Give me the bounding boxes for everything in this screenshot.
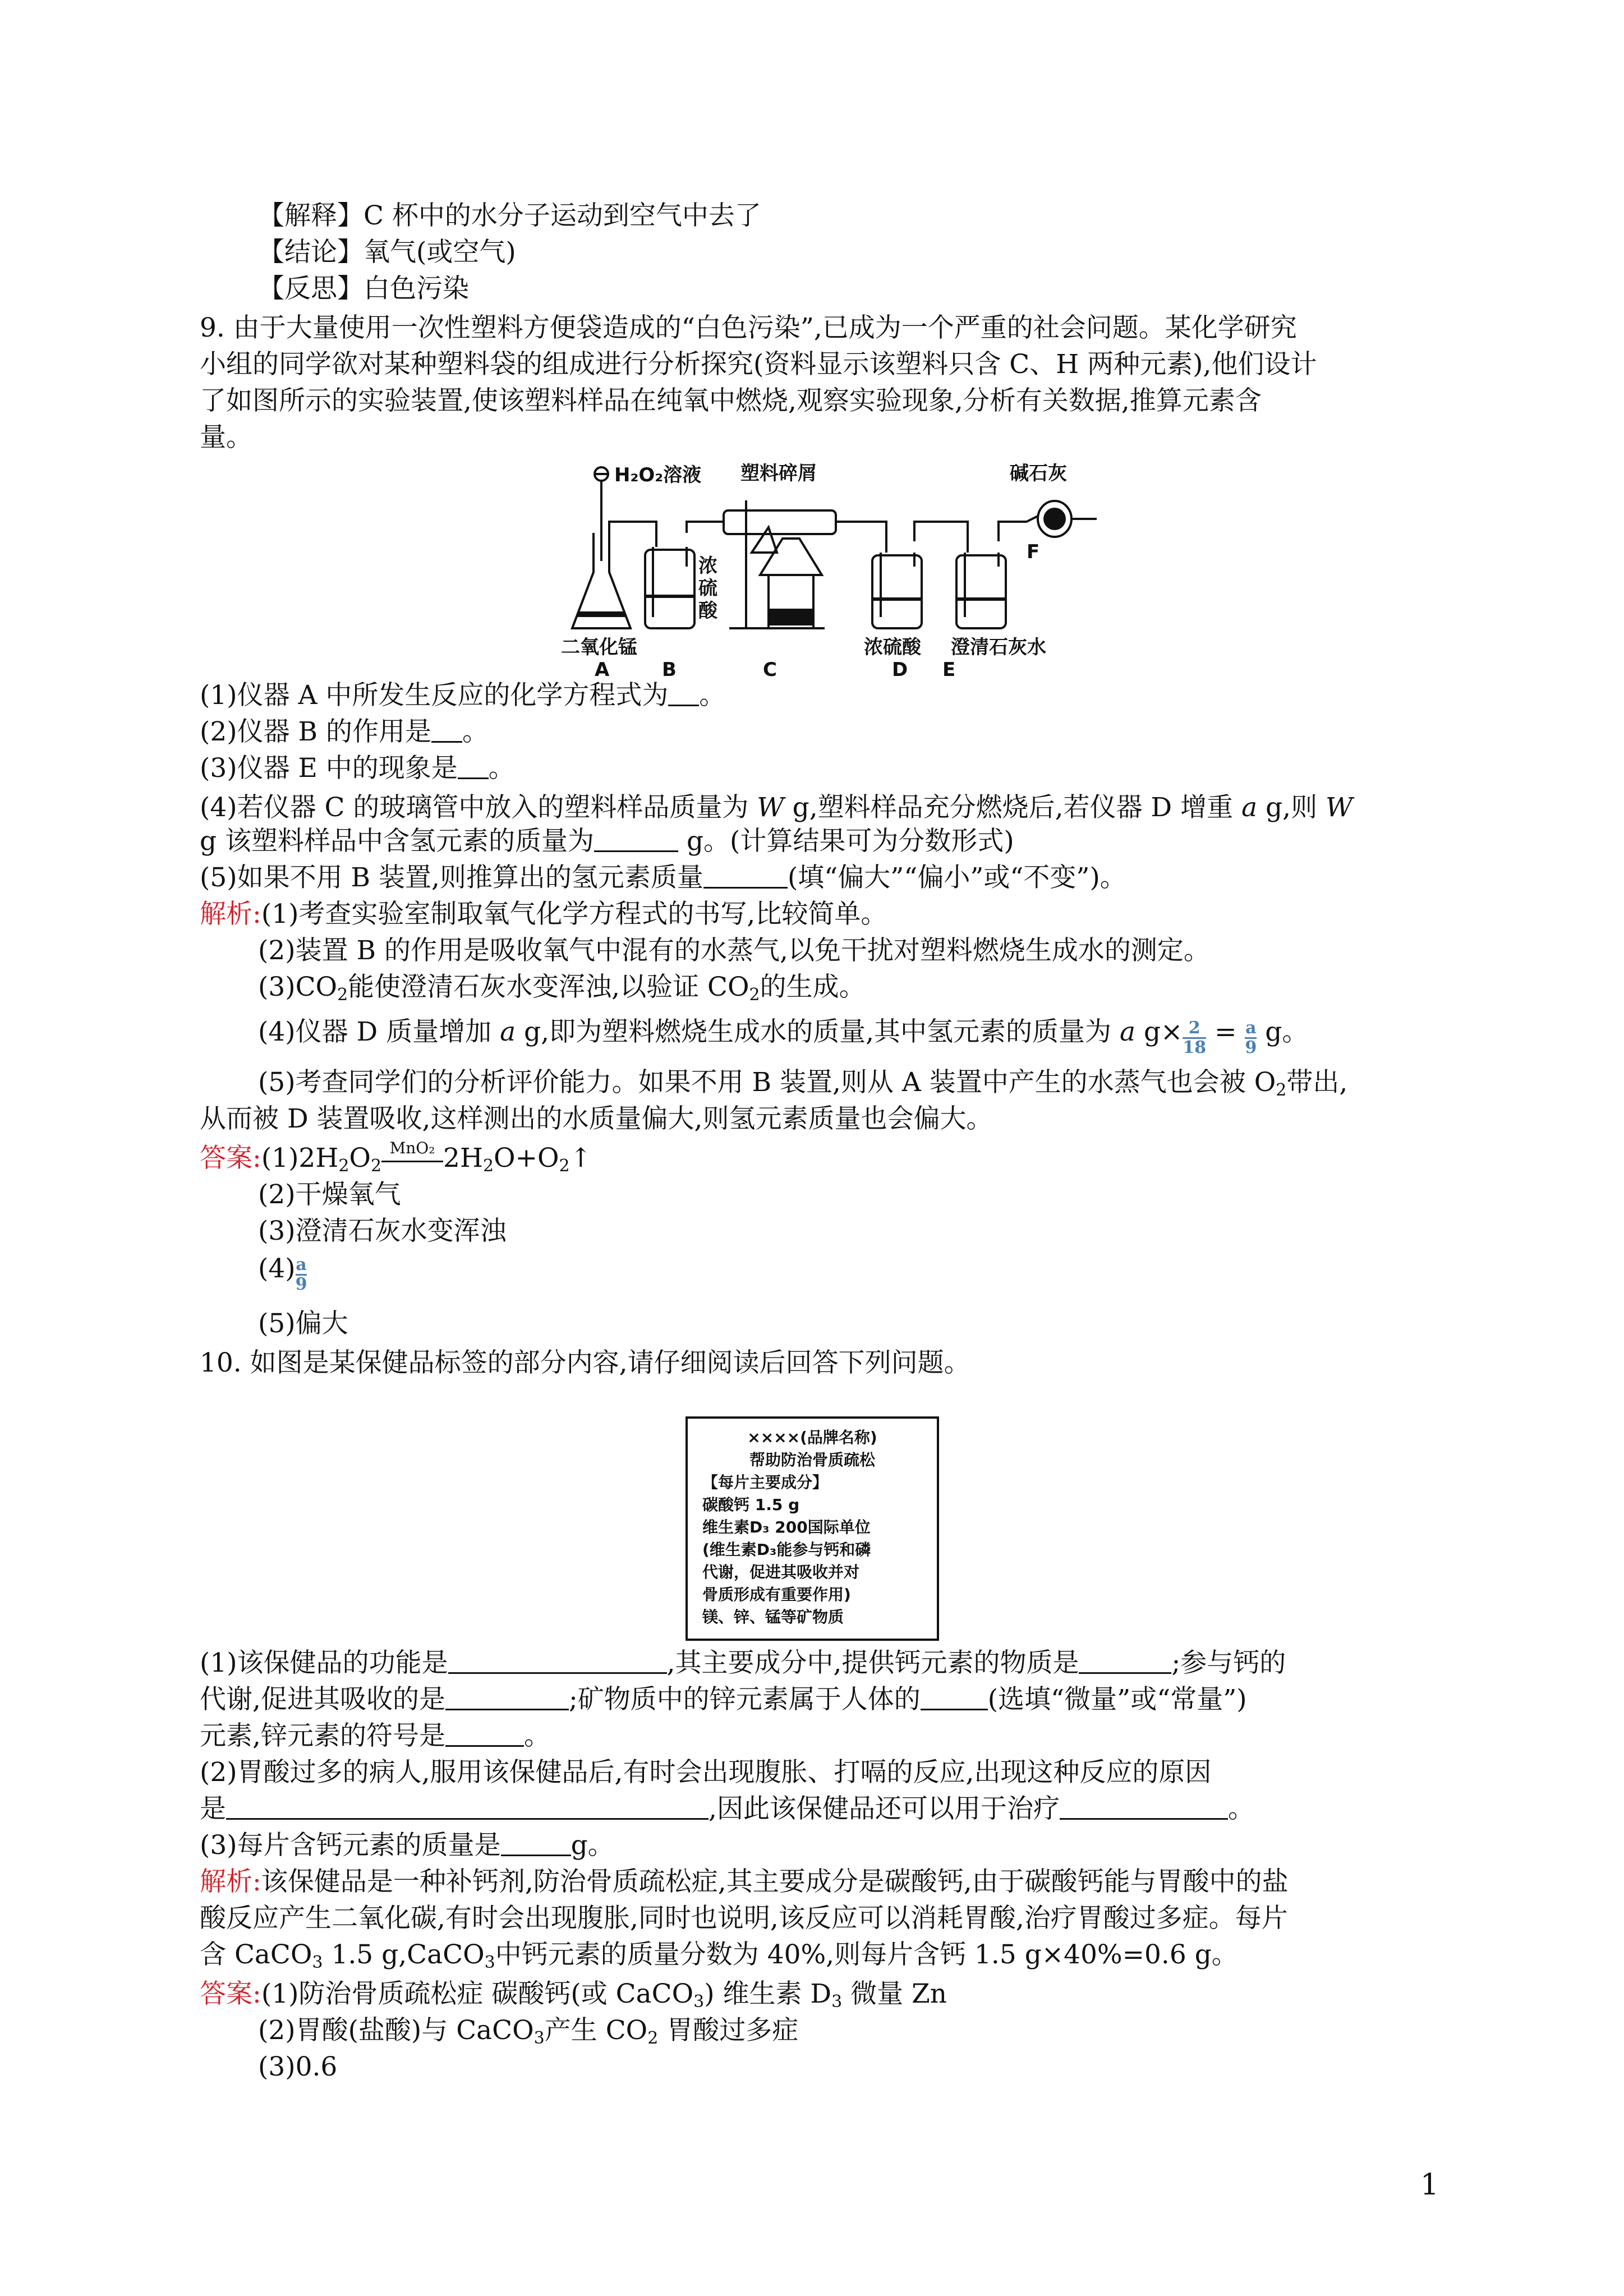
q10-answer-3: (3)0.6 (258, 2051, 338, 2082)
q10-part-1-cont: 代谢,促进其吸收的是 ;矿物质中的锌元素属于人体的 (选填“微量”或“常量”) (200, 1684, 1247, 1715)
label-brand: ××××(品牌名称) (747, 1428, 877, 1447)
label-E: E (942, 659, 956, 679)
q10-analysis-3: 含 CaCO$_3$ 1.5 g,CaCO$_3$中钙元素的质量分数为 40%,则每片含钙 1.5 g×40%=0.6 g。 (200, 1939, 1238, 1972)
apparatus-figure (561, 454, 1099, 679)
label-plastic: 塑料碎屑 (740, 462, 817, 485)
label-note-1: (维生素D₃能参与钙和磷 (702, 1540, 871, 1559)
q9-part-5: (5)如果不用 B 装置,则推算出的氢元素质量 (填“偏大”“偏小”或“不变”)。 (200, 862, 1126, 893)
q9-part-3: (3)仪器 E 中的现象是 。 (200, 753, 515, 784)
label-A: A (595, 659, 610, 679)
q9-analysis-1: 解析:(1)考查实验室制取氧气化学方程式的书写,比较简单。 (200, 899, 887, 930)
q9-analysis-4: (4)仪器 D 质量增加 a g,即为塑料燃烧生成水的质量,其中氢元素的质量为 a g× $\frac{2}{18}$ = $\frac{a}{9}$ g。 (258, 1016, 1309, 1057)
q10-stem: 10. 如图是某保健品标签的部分内容,请仔细阅读后回答下列问题。 (200, 1347, 970, 1378)
answer-blank[interactable] (226, 1795, 709, 1820)
answer-blank[interactable] (703, 863, 788, 889)
q10-part-1-end: 元素,锌元素的符号是 。 (200, 1720, 550, 1751)
q9-analysis-5: (5)考查同学们的分析评价能力。如果不用 B 装置,则从 A 装置中产生的水蒸气也会被 $O_2$带出, (258, 1067, 1348, 1100)
q9-analysis-6: 从而被 D 装置吸收,这样测出的水质量偏大,则氢元素质量也会偏大。 (200, 1103, 993, 1134)
q10-part-1: (1)该保健品的功能是 ,其主要成分中,提供钙元素的物质是 ;参与钙的 (200, 1648, 1286, 1678)
label-vitd: 维生素D₃ 200国际单位 (702, 1518, 871, 1536)
q9-stem-line-2: 小组的同学欲对某种塑料袋的组成进行分析探究(资料显示该塑料只含 C、H 两种元素),他们设计 (200, 349, 1317, 380)
q10-answer-1: 答案:(1)防治骨质疏松症 碳酸钙(或 CaCO$_3$) 维生素 $D_3$ 微量 Zn (200, 1978, 947, 2012)
q10-analysis-1: 解析:该保健品是一种补钙剂,防治骨质疏松症,其主要成分是碳酸钙,由于碳酸钙能与胃酸中的盐 (200, 1866, 1289, 1897)
q10-part-2-cont: 是 ,因此该保健品还可以用于治疗 。 (200, 1793, 1254, 1824)
label-B: B (662, 659, 677, 679)
conclusion-line: 【结论】氧气(或空气) (258, 237, 516, 268)
q9-stem-line-4: 量。 (200, 422, 252, 453)
label-limewater: 澄清石灰水 (951, 636, 1046, 659)
q9-answer-4: (4) $\frac{a}{9}$ (258, 1253, 307, 1294)
label-D: D (892, 659, 908, 679)
answer-blank[interactable] (445, 1722, 524, 1747)
q9-answer-5: (5)偏大 (258, 1308, 348, 1339)
q9-stem-line-1: 9. 由于大量使用一次性塑料方便袋造成的“白色污染”,已成为一个严重的社会问题。某化学研究 (200, 312, 1297, 343)
q10-part-2: (2)胃酸过多的病人,服用该保健品后,有时会出现腹胀、打嗝的反应,出现这种反应的原因 (200, 1757, 1212, 1788)
explanation-line: 【解释】C 杯中的水分子运动到空气中去了 (258, 200, 761, 231)
answer-blank[interactable] (431, 717, 462, 743)
label-soda-lime: 碱石灰 (1010, 462, 1067, 485)
q9-part-1: (1)仪器 A 中所发生反应的化学方程式为 。 (200, 680, 726, 711)
label-slogan: 帮助防治骨质疏松 (749, 1451, 875, 1469)
q10-analysis-2: 酸反应产生二氧化碳,有时会出现腹胀,同时也说明,该反应可以消耗胃酸,治疗胃酸过多症。每片 (200, 1903, 1288, 1934)
label-h2so4-v2: 硫 (698, 577, 717, 600)
q9-analysis-2: (2)装置 B 的作用是吸收氧气中混有的水蒸气,以免干扰对塑料燃烧生成水的测定。 (258, 935, 1210, 966)
label-mno2: 二氧化锰 (561, 636, 637, 659)
label-note-3: 骨质形成有重要作用) (702, 1585, 851, 1604)
reflection-line: 【反思】白色污染 (258, 273, 469, 304)
q9-part-2: (2)仪器 B 的作用是 。 (200, 716, 489, 747)
q10-part-3: (3)每片含钙元素的质量是 g。 (200, 1830, 614, 1861)
label-note-2: 代谢，促进其吸收并对 (702, 1563, 860, 1581)
supplement-label (686, 1416, 939, 1641)
label-h2so4-v3: 酸 (698, 600, 717, 622)
answer-blank[interactable] (1060, 1795, 1228, 1820)
answer-blank[interactable] (448, 1649, 667, 1674)
answer-blank[interactable] (1079, 1649, 1171, 1674)
q9-answer-1: 答案$:(1)2H_2O_2$ MnO₂ $2H_2O+O_2↑$ (200, 1139, 592, 1176)
q9-answer-3: (3)澄清石灰水变浑浊 (258, 1216, 507, 1246)
label-C: C (763, 659, 777, 679)
label-h2o2: H₂O₂溶液 (614, 464, 702, 486)
label-ingredients-heading: 【每片主要成分】 (702, 1473, 829, 1492)
label-F: F (1027, 541, 1040, 563)
q9-part-4-cont: g 该塑料样品中含氢元素的质量为 g。(计算结果可为分数形式) (200, 826, 1014, 857)
q9-analysis-3: $(3)CO_2$能使澄清石灰水变浑浊,以验证 $CO_2$的生成。 (258, 972, 866, 1005)
answer-blank[interactable] (501, 1831, 571, 1856)
q9-stem-line-3: 了如图所示的实验装置,使该塑料样品在纯氧中燃烧,观察实验现象,分析有关数据,推算元素含 (200, 385, 1262, 416)
page-number: 1 (1420, 2168, 1439, 2202)
q9-answer-2: (2)干燥氧气 (258, 1179, 401, 1210)
label-h2so4-v1: 浓 (698, 555, 717, 577)
answer-blank[interactable] (458, 754, 489, 779)
answer-blank[interactable] (594, 827, 678, 852)
label-h2so4: 浓硫酸 (864, 636, 921, 659)
answer-blank[interactable] (668, 681, 699, 706)
q10-answer-2: (2)胃酸(盐酸)与 CaCO$_3$产生 $CO_2$ 胃酸过多症 (258, 2015, 799, 2048)
q9-part-4: (4)若仪器 C 的玻璃管中放入的塑料样品质量为 W g,塑料样品充分燃烧后,若仪器 D 增重 a g,则 W (200, 792, 1353, 823)
label-calcium: 碳酸钙 1.5 g (702, 1496, 800, 1514)
answer-blank[interactable] (921, 1685, 988, 1710)
answer-blank[interactable] (445, 1685, 569, 1710)
label-minerals: 镁、锌、锰等矿物质 (702, 1608, 844, 1626)
